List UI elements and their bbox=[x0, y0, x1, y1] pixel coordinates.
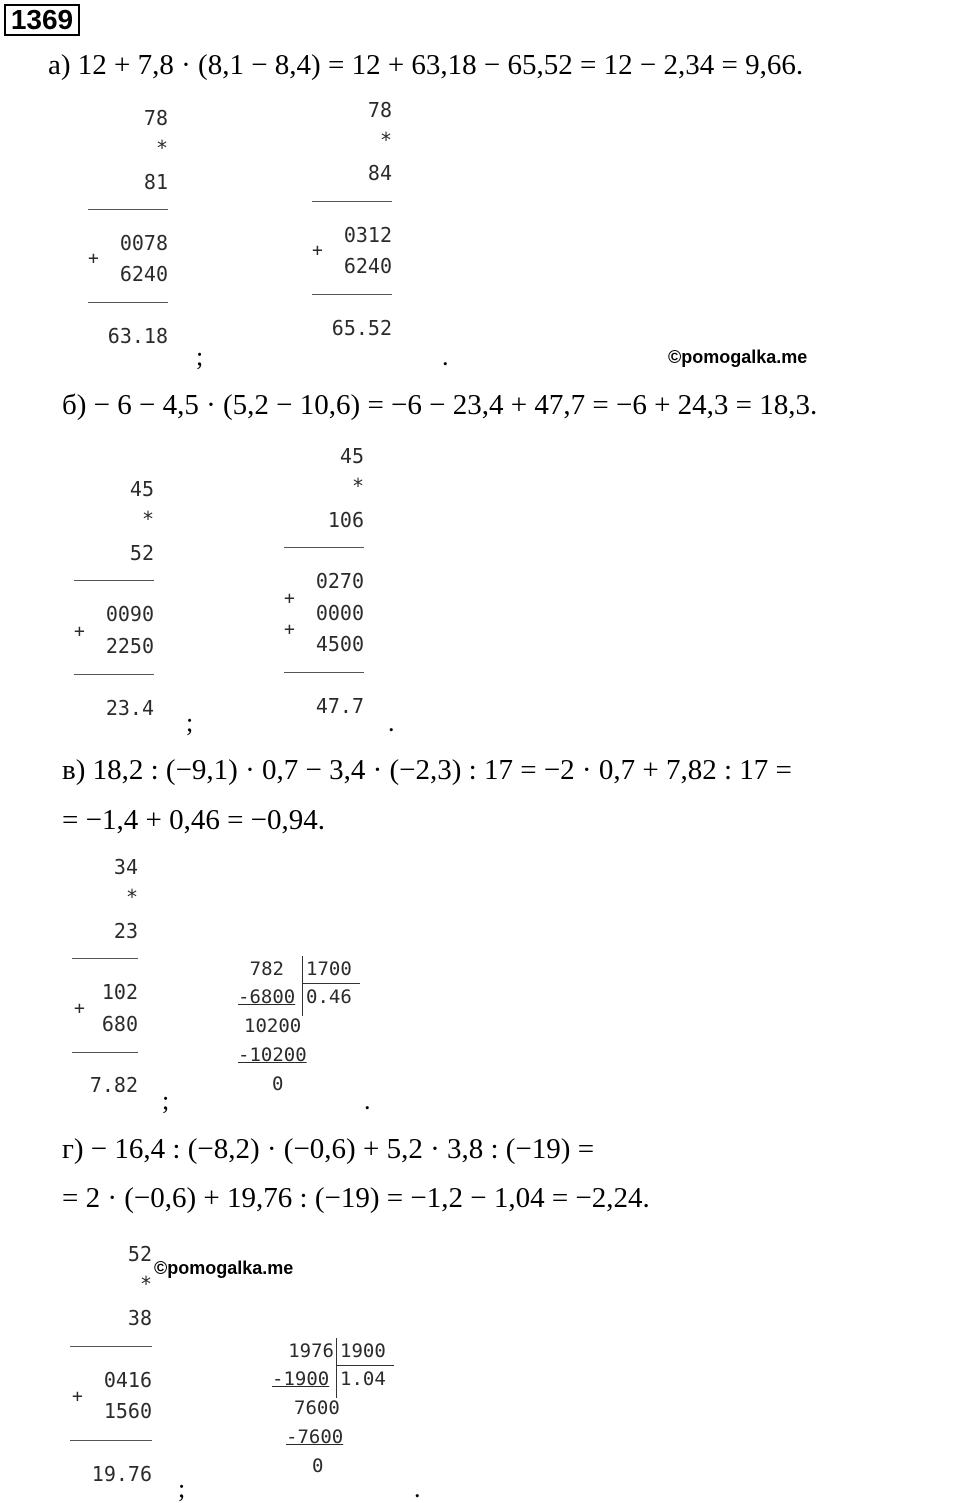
div-g-hrule bbox=[336, 1365, 394, 1366]
plus-sign: + bbox=[284, 588, 295, 609]
calc-a1-a: 78 bbox=[143, 106, 168, 130]
div-g-divisor: 1900 bbox=[340, 1340, 386, 1362]
equation-g-line2: = 2 · (−0,6) + 19,76 : (−19) = −1,2 − 1,04 = −2,24. bbox=[62, 1182, 650, 1214]
calc-v1-result: 7.82 bbox=[89, 1073, 138, 1097]
calc-g1-p1: 0416 bbox=[103, 1368, 152, 1392]
calc-a2-result: 65.52 bbox=[331, 316, 392, 340]
calc-v1-a: 34 bbox=[113, 855, 138, 879]
plus-sign: + bbox=[74, 998, 85, 1019]
calc-v1-rule2 bbox=[72, 1052, 138, 1053]
calc-a1-rule2 bbox=[88, 302, 168, 303]
div-v-vrule bbox=[302, 956, 303, 1016]
watermark: ©pomogalka.me bbox=[668, 347, 808, 367]
calc-b1-result: 23.4 bbox=[105, 696, 154, 720]
calc-a2-op: * bbox=[379, 128, 392, 152]
calc-b2-op: * bbox=[351, 474, 364, 498]
semicolon: ; bbox=[178, 1474, 186, 1503]
equation-a: а) 12 + 7,8 · (8,1 − 8,4) = 12 + 63,18 − 65,52 = 12 − 2,34 = 9,66. bbox=[48, 49, 804, 81]
semicolon: ; bbox=[186, 708, 194, 737]
plus-sign: + bbox=[312, 240, 323, 261]
div-v-sub2: -10200 bbox=[238, 1044, 307, 1066]
calc-b2-p2: 0000 bbox=[315, 601, 364, 625]
div-g-rem1: 7600 bbox=[294, 1397, 340, 1419]
div-v-divisor: 1700 bbox=[306, 958, 352, 980]
calc-g1-result: 19.76 bbox=[91, 1462, 152, 1486]
period: . bbox=[364, 1086, 371, 1115]
calc-b1-p2: 2250 bbox=[105, 634, 154, 658]
calc-g1-b: 38 bbox=[127, 1306, 152, 1330]
semicolon: ; bbox=[162, 1086, 170, 1115]
div-g-quotient: 1.04 bbox=[340, 1368, 386, 1390]
calc-b2-rule2 bbox=[284, 672, 364, 673]
calc-b2-p3: 4500 bbox=[315, 632, 364, 656]
plus-sign: + bbox=[284, 619, 295, 640]
calc-v1-b: 23 bbox=[113, 919, 138, 943]
calc-a1-p2: 6240 bbox=[119, 262, 168, 286]
calc-g1-op: * bbox=[139, 1272, 152, 1296]
calc-g1-a: 52 bbox=[127, 1242, 152, 1266]
calc-b2-a: 45 bbox=[339, 444, 364, 468]
calc-g1-rule1 bbox=[70, 1346, 152, 1347]
equation-g-line1: г) − 16,4 : (−8,2) · (−0,6) + 5,2 · 3,8 : (−19) = bbox=[62, 1133, 595, 1165]
calc-v1-rule1 bbox=[72, 958, 138, 959]
calc-b2-p1: 0270 bbox=[315, 569, 364, 593]
calc-a1-op: * bbox=[155, 136, 168, 160]
equation-b: б) − 6 − 4,5 · (5,2 − 10,6) = −6 − 23,4 + 47,7 = −6 + 24,3 = 18,3. bbox=[62, 389, 818, 421]
calc-a1-p1: 0078 bbox=[119, 231, 168, 255]
calc-a2-b: 84 bbox=[367, 161, 392, 185]
calc-a2-p2: 6240 bbox=[343, 254, 392, 278]
div-g-sub1: -1900 bbox=[272, 1368, 330, 1390]
calc-b1-b: 52 bbox=[129, 541, 154, 565]
watermark: ©pomogalka.me bbox=[154, 1258, 294, 1278]
div-g-rem2: 0 bbox=[312, 1455, 324, 1477]
div-g-dividend: 1976 bbox=[288, 1340, 334, 1362]
calc-b2-rule1 bbox=[284, 547, 364, 548]
period: . bbox=[414, 1474, 421, 1503]
calc-b2-b: 106 bbox=[327, 508, 364, 532]
calc-b1-a: 45 bbox=[129, 477, 154, 501]
calc-a2-p1: 0312 bbox=[343, 223, 392, 247]
div-g-vrule bbox=[336, 1338, 337, 1398]
equation-v-line2: = −1,4 + 0,46 = −0,94. bbox=[62, 804, 326, 836]
calc-b1-rule1 bbox=[74, 580, 154, 581]
calc-a2-rule1 bbox=[312, 201, 392, 202]
calc-a2-rule2 bbox=[312, 294, 392, 295]
calc-b1-op: * bbox=[141, 507, 154, 531]
calc-a1-rule1 bbox=[88, 209, 168, 210]
period: . bbox=[388, 708, 395, 737]
plus-sign: + bbox=[72, 1386, 83, 1407]
problem-number: 1369 bbox=[4, 4, 80, 36]
calc-b1-rule2 bbox=[74, 674, 154, 675]
calc-v1-p2: 680 bbox=[101, 1012, 138, 1036]
period: . bbox=[442, 342, 449, 371]
semicolon: ; bbox=[196, 342, 204, 371]
div-v-hrule bbox=[302, 983, 360, 984]
div-v-sub1: -6800 bbox=[238, 986, 296, 1008]
calc-v1-p1: 102 bbox=[101, 980, 138, 1004]
calc-g1-p2: 1560 bbox=[103, 1399, 152, 1423]
calc-g1-rule2 bbox=[70, 1440, 152, 1441]
calc-b1-p1: 0090 bbox=[105, 602, 154, 626]
div-g-sub2: -7600 bbox=[286, 1426, 344, 1448]
calc-a2-a: 78 bbox=[367, 98, 392, 122]
calc-a1-result: 63.18 bbox=[107, 324, 168, 348]
calc-v1-op: * bbox=[125, 885, 138, 909]
calc-b2-result: 47.7 bbox=[315, 694, 364, 718]
div-v-rem1: 10200 bbox=[244, 1015, 302, 1037]
plus-sign: + bbox=[88, 248, 99, 269]
plus-sign: + bbox=[74, 621, 85, 642]
equation-v-line1: в) 18,2 : (−9,1) · 0,7 − 3,4 · (−2,3) : 17 = −2 · 0,7 + 7,82 : 17 = bbox=[62, 754, 792, 786]
div-v-quotient: 0.46 bbox=[306, 986, 352, 1008]
div-v-rem2: 0 bbox=[272, 1073, 284, 1095]
calc-a1-b: 81 bbox=[143, 170, 168, 194]
div-v-dividend: 782 bbox=[249, 958, 284, 980]
